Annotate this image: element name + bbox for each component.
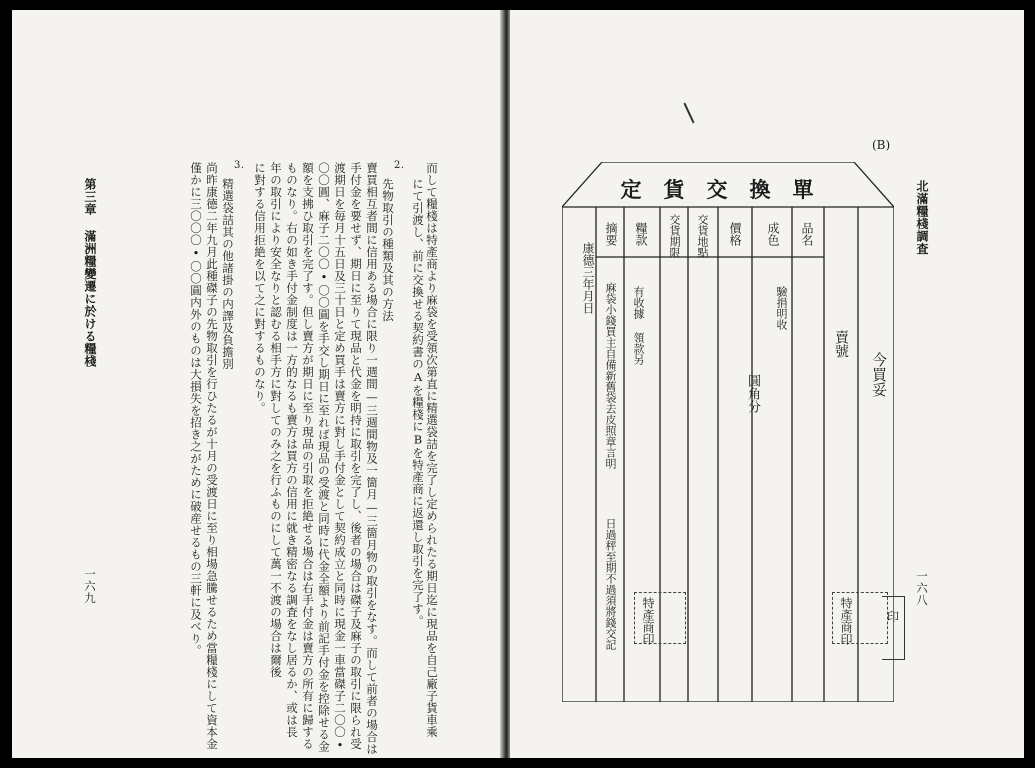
left-page-number: 一六九: [83, 568, 97, 604]
value-price: 圓角分: [745, 374, 760, 413]
text-column: 年の取引により安全なりと認むる相手方に對してのみ之を行ふものにして萬一不渡の場合は爾後: [269, 162, 283, 678]
label-price: 價格: [728, 222, 742, 246]
text-column: にて引渡し、前に交換せる契約書のAを糧棧にBを特產商に返還し取引を完了す。: [411, 178, 425, 627]
side-label-seller: 賣號: [833, 330, 849, 358]
label-delivery-place: 交貨地點: [696, 214, 709, 258]
text-column: 〇〇圓、麻子二〇〇•〇〇圓を手交し期日に至れば現品の受渡と同時に代金全額より前記手付金を控除せる金: [317, 162, 331, 753]
stamp-box-right: [832, 592, 888, 644]
value-grade: 驗捐明收: [775, 286, 788, 330]
text-column: に對する信用拒絶を以て之に對するものなり。: [253, 162, 267, 414]
text-column: 渡期日を毎月十五日及三十日と定め買手は賣方に對し手付金として契約成立と同時に現金一車當磔子二〇〇•: [333, 162, 347, 753]
text-column: 額を支拂ひ取引を完了す。但し賣方が期日に至り現品の引取を拒絶せる場合は右手付金は賣方の所有に歸する: [301, 162, 315, 750]
form-title: 定貨交換單: [620, 177, 836, 202]
label-grade: 成色: [766, 222, 780, 246]
text-column: 而して糧棧は特產商より麻袋を受領次第直に精選袋詰を完了し定められたる期日迄に現品を自己廠子貨車乘: [425, 162, 439, 738]
label-payment: 糧款: [634, 222, 648, 246]
seal-mark: 印: [887, 610, 900, 624]
exchange-form: [562, 162, 894, 702]
label-delivery-deadline: 交貨期限: [668, 214, 681, 258]
text-column: 手付金を要せず、期日に至りて現品と代金を明持に取引を完了し、後者の場合は磔子及麻子の取引に限られ受: [349, 162, 363, 750]
section-heading: 先物取引の種類及其の方法: [381, 178, 395, 322]
label-remarks: 摘要: [604, 222, 618, 246]
stray-mark: [683, 103, 694, 124]
stamp-text-left: 特產商印: [641, 597, 655, 645]
text-column: 僅かに三〇〇〇•〇〇圓内外のものは大損失を招き之がために破産せるもの三軒に及べり。: [189, 162, 203, 657]
value-remarks-1: 麻袋小錢買主自備新舊袋去皮照章言明: [604, 282, 617, 469]
section-heading: 精選袋詰其の他諸掛の内譯及負擔別: [221, 178, 235, 370]
form-date: 康德三年月日: [581, 242, 595, 314]
text-column: 賣買相互者間に信用ある場合に限り一週間—三週間物及一箇月—三箇月物の取引をなす。而して前者の場合は: [365, 162, 379, 755]
label-item-name: 品名: [800, 222, 814, 246]
side-label-purchase: 今買妥: [870, 352, 888, 397]
right-page-number: 一六八: [915, 570, 929, 606]
section-number: 2.: [394, 160, 405, 171]
right-page: [510, 10, 1024, 758]
right-running-head: 北滿糧棧調査: [915, 180, 929, 255]
left-page: [12, 10, 502, 758]
left-running-head: 第三章 滿洲糧變遷に於ける糧棧: [83, 178, 97, 368]
text-column: ものなり。右の如き手付金制度は一方的なるも賣方は買方の信用に就き精密なる調査をなし居るか、或は長: [285, 162, 299, 738]
form-label: (B): [872, 138, 891, 152]
value-payment: 有收據 領款另: [632, 286, 645, 365]
value-remarks-2: 日過秤至期不過須將錢交記: [604, 518, 617, 650]
stamp-text-right: 特產商印: [839, 597, 853, 645]
stamp-box-left: [634, 592, 686, 644]
section-number: 3.: [234, 160, 245, 171]
text-column: 尚昨康德二年九月此種磔子の先物取引を行ひたるが十月の受渡日に至り相場急騰せるため當糧棧にして資本金: [205, 162, 219, 750]
